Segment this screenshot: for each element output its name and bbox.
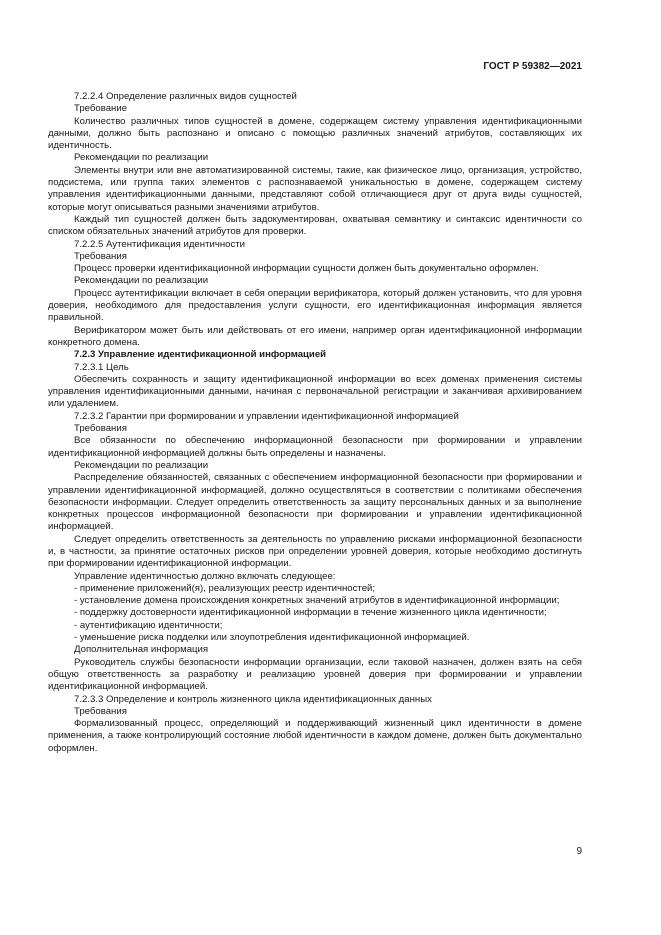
- label-recommendations: Рекомендации по реализации: [74, 152, 209, 164]
- paragraph: Распределение обязанностей, связанных с обеспечением информационной безопасности при формировании и управлении идентификационной информацией, должно осуществляться в соответствии с политиками обеспечения безопасности информации. Следует определить ответственность за защиту персональных данных и за выполнение конкретных процессов информационной безопасности при формировании и управлении идентификационной информацией.: [48, 472, 582, 533]
- label-recommendations: Рекомендации по реализации: [74, 275, 209, 287]
- list-item: - уменьшение риска подделки или злоупотребления идентификационной информацией.: [74, 632, 470, 644]
- paragraph: Каждый тип сущностей должен быть задокументирован, охватывая семантику и синтаксис идентичности со списком обязательных значений атрибутов для проверки.: [48, 213, 582, 238]
- subsection-title: 7.2.2.4 Определение различных видов сущностей: [74, 91, 297, 102]
- paragraph: Количество различных типов сущностей в домене, содержащем систему управления идентификационными данными, должно быть распознано и описано с помощью различных значений атрибутов, составляющих их идентичность.: [48, 115, 582, 152]
- paragraph: Обеспечить сохранность и защиту идентификационной информации во всех доменах применения системы управления идентификационными данными, начиная с первоначальной регистрации и заканчивая архивированием или удалением.: [48, 373, 582, 410]
- paragraph: Процесс проверки идентификационной информации сущности должен быть документально оформлен.: [74, 263, 539, 275]
- list-item: - применение приложений(я), реализующих реестр идентичностей;: [74, 582, 376, 594]
- subsection-title: 7.2.2.5 Аутентификация идентичности: [74, 238, 246, 250]
- paragraph: Формализованный процесс, определяющий и поддерживающий жизненный цикл идентичности в домене применения, а также контролирующий состояние любой идентичности в каждом домене, должен быть документально оформлен.: [48, 718, 582, 754]
- subsection-title: 7.2.3.3 Определение и контроль жизненного цикла идентификационных данных: [74, 693, 432, 705]
- label-requirement: Требование: [74, 103, 128, 115]
- paragraph: Руководитель службы безопасности информации организации, если таковой назначен, должен взять на себя общую ответственность за разработку и реализацию уровней доверия при формировании и управлении идентификационной информацией.: [48, 656, 582, 693]
- subsection-title: 7.2.3.1 Цель: [74, 361, 129, 373]
- label-requirement: Требования: [74, 705, 127, 717]
- paragraph: Следует определить ответственность за деятельность по управлению рисками информационной безопасности и, в частности, за принятие остаточных рисков при определении уровней доверия, которые необходимо достигнуть при формировании идентификационной информации.: [48, 533, 582, 570]
- section-heading: 7.2.3 Управление идентификационной информацией: [74, 349, 327, 361]
- subsection-title: 7.2.3.2 Гарантии при формировании и управлении идентификационной информацией: [74, 410, 459, 422]
- list-item: - аутентификацию идентичности;: [74, 619, 223, 631]
- page-body: [48, 91, 582, 755]
- label-requirement: Требования: [74, 423, 127, 435]
- page-number: 9: [576, 846, 582, 857]
- label-additional-info: Дополнительная информация: [74, 644, 209, 656]
- paragraph: Элементы внутри или вне автоматизированной системы, такие, как физическое лицо, организация, устройство, подсистема, или группа таких элементов с распознаваемой уникальностью в домене, содержащем систему управления идентификационными данными, представляют собой отличающиеся друг от друга виды сущностей, которые могут описываться разными значениями атрибутов.: [48, 164, 582, 213]
- document-code: ГОСТ Р 59382—2021: [483, 61, 582, 72]
- paragraph: Процесс аутентификации включает в себя операции верификатора, который должен установить, что для уровня доверия, необходимого для предоставления услуги сущности, его идентификационная информация является правильной.: [48, 287, 582, 324]
- label-recommendations: Рекомендации по реализации: [74, 459, 209, 471]
- list-item: - установление домена происхождения конкретных значений атрибутов в идентификационной информации;: [74, 595, 560, 607]
- label-requirement: Требования: [74, 250, 127, 262]
- paragraph: Верификатором может быть или действовать от его имени, например орган идентификационной информации конкретного домена.: [48, 324, 582, 348]
- paragraph: Управление идентичностью должно включать следующее:: [74, 570, 336, 582]
- list-item: - поддержку достоверности идентификационной информации в течение жизненного цикла идентичности;: [74, 607, 547, 619]
- paragraph: Все обязанности по обеспечению информационной безопасности при формировании и управлении идентификационной информацией должны быть определены и назначены.: [48, 435, 582, 459]
